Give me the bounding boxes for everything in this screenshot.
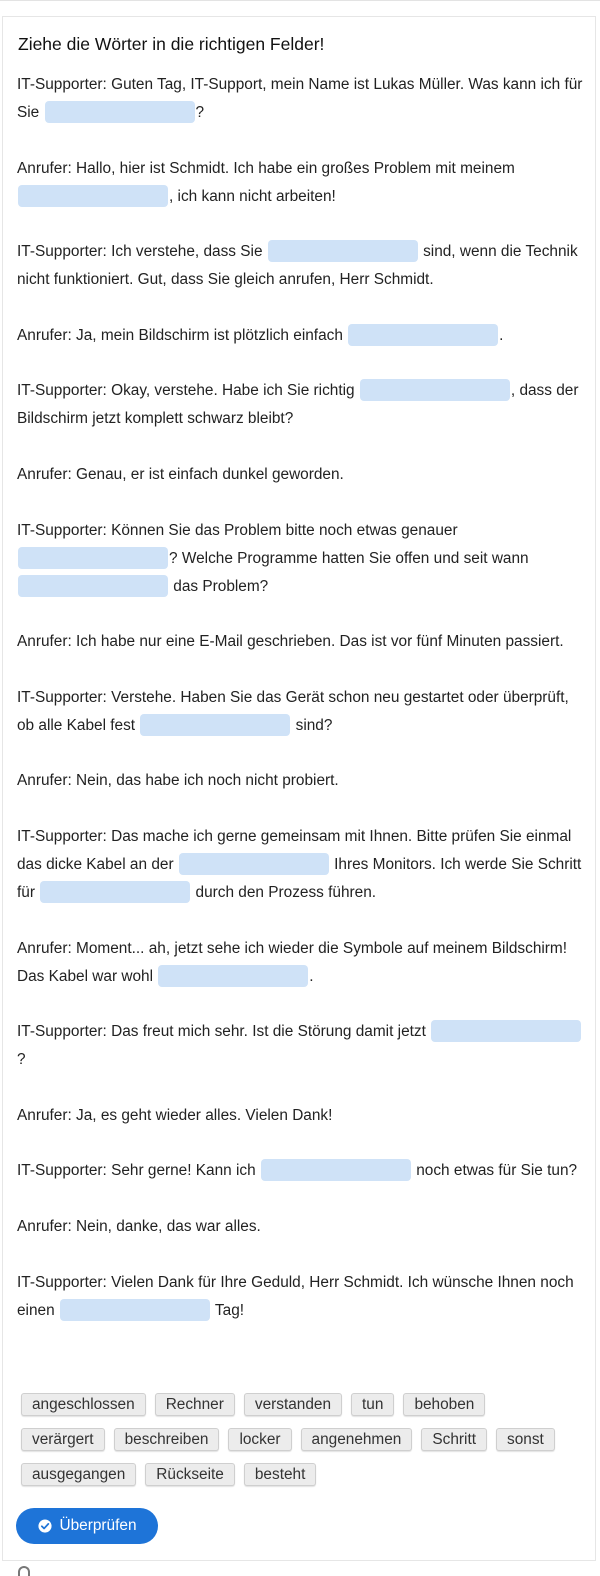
word-bank-row bbox=[21, 1393, 581, 1416]
dialogue-text-segment: IT-Supporter: Das mache ich gerne gemeinsam mit Ihnen. Bitte prüfen Sie einmal das dicke Kabel an der bbox=[17, 827, 572, 873]
dialogue-text-segment: IT-Supporter: Ich verstehe, dass Sie bbox=[17, 243, 267, 261]
dialogue-text-segment: IT-Supporter: Verstehe. Haben Sie das Gerät schon neu gestartet oder überprüft, ob alle Kabel fest bbox=[17, 688, 569, 734]
dialogue-text-segment: Anrufer: Ja, es geht wieder alles. Vielen Dank! bbox=[17, 1106, 333, 1124]
dialogue-paragraph bbox=[17, 628, 585, 656]
dialogue-text-segment: Anrufer: Hallo, hier ist Schmidt. Ich habe ein großes Problem mit meinem bbox=[17, 159, 515, 177]
exercise-title: Ziehe die Wörter in die richtigen Felder! bbox=[18, 34, 325, 54]
dialogue-paragraph bbox=[17, 684, 585, 740]
drop-target-gap[interactable] bbox=[261, 1159, 411, 1181]
dialogue-paragraph bbox=[17, 461, 585, 489]
draggable-word-chip[interactable]: tun bbox=[351, 1393, 394, 1416]
dialogue-text-segment: , ich kann nicht arbeiten! bbox=[169, 187, 336, 205]
drop-target-gap[interactable] bbox=[18, 547, 168, 569]
dialogue-text-segment: IT-Supporter: Das freut mich sehr. Ist die Störung damit jetzt bbox=[17, 1023, 431, 1041]
top-divider bbox=[0, 0, 600, 1]
dialogue-text-segment: Anrufer: Ja, mein Bildschirm ist plötzlich einfach bbox=[17, 326, 348, 344]
draggable-word-chip[interactable]: verstanden bbox=[244, 1393, 342, 1416]
word-bank bbox=[21, 1393, 581, 1498]
drop-target-gap[interactable] bbox=[18, 575, 168, 597]
partial-icon bbox=[18, 1566, 30, 1576]
dialogue-text-segment: Tag! bbox=[210, 1301, 245, 1319]
check-circle-icon bbox=[38, 1519, 52, 1533]
dialogue-text-segment: Anrufer: Nein, das habe ich noch nicht probiert. bbox=[17, 772, 339, 790]
dialogue-paragraph bbox=[17, 935, 585, 991]
dialogue-text-segment: das Problem? bbox=[169, 577, 269, 595]
dialogue-text-segment: noch etwas für Sie tun? bbox=[411, 1162, 578, 1180]
drop-target-gap[interactable] bbox=[179, 853, 329, 875]
dialogue-paragraph bbox=[17, 1213, 585, 1241]
draggable-word-chip[interactable]: angenehmen bbox=[301, 1428, 413, 1451]
dialogue-text-segment: Anrufer: Ich habe nur eine E-Mail geschrieben. Das ist vor fünf Minuten passiert. bbox=[17, 633, 564, 651]
dialogue-text-segment: Anrufer: Moment... ah, jetzt sehe ich wieder die Symbole auf meinem Bildschirm! Das Kabel war wohl bbox=[17, 939, 568, 985]
dialogue-paragraph bbox=[17, 767, 585, 795]
dialogue-text-segment: , dass der Bildschirm jetzt komplett schwarz bleibt? bbox=[17, 382, 579, 428]
draggable-word-chip[interactable]: Schritt bbox=[421, 1428, 487, 1451]
dialogue-paragraph bbox=[17, 377, 585, 433]
draggable-word-chip[interactable]: besteht bbox=[244, 1463, 317, 1486]
dialogue-paragraph bbox=[17, 322, 585, 350]
draggable-word-chip[interactable]: angeschlossen bbox=[21, 1393, 146, 1416]
dialogue-text-segment: IT-Supporter: Können Sie das Problem bitte noch etwas genauer bbox=[17, 521, 458, 539]
drop-target-gap[interactable] bbox=[348, 324, 498, 346]
drop-target-gap[interactable] bbox=[268, 240, 418, 262]
dialogue-text-segment: ? Welche Programme hatten Sie offen und seit wann bbox=[169, 549, 529, 567]
dialogue-text-segment: ? bbox=[17, 1051, 26, 1069]
drop-target-gap[interactable] bbox=[158, 965, 308, 987]
dialogue-paragraph bbox=[17, 823, 585, 907]
drop-target-gap[interactable] bbox=[431, 1020, 581, 1042]
word-bank-row bbox=[21, 1428, 581, 1451]
dialogue-paragraph bbox=[17, 238, 585, 294]
dialogue-paragraph bbox=[17, 1102, 585, 1130]
dialogue-text-segment: . bbox=[499, 326, 504, 344]
dialogue-text-segment: Anrufer: Nein, danke, das war alles. bbox=[17, 1217, 261, 1235]
draggable-word-chip[interactable]: sonst bbox=[496, 1428, 555, 1451]
check-button[interactable] bbox=[16, 1508, 158, 1544]
drop-target-gap[interactable] bbox=[60, 1299, 210, 1321]
dialogue-paragraph bbox=[17, 155, 585, 211]
dialogue-text-segment: IT-Supporter: Guten Tag, IT-Support, mein Name ist Lukas Müller. Was kann ich für Sie bbox=[17, 76, 583, 121]
dialogue-text-segment: . bbox=[309, 967, 314, 985]
dialogue-paragraph bbox=[17, 1018, 585, 1074]
check-button-label: Überprüfen bbox=[59, 1517, 137, 1534]
dialogue-paragraph bbox=[17, 1157, 585, 1185]
dialogue-text-segment: IT-Supporter: Vielen Dank für Ihre Geduld, Herr Schmidt. Ich wünsche Ihnen noch einen bbox=[17, 1273, 574, 1319]
dialogue-paragraph bbox=[17, 1269, 585, 1325]
dialogue-paragraph bbox=[17, 71, 585, 127]
draggable-word-chip[interactable]: Rückseite bbox=[145, 1463, 235, 1486]
drop-target-gap[interactable] bbox=[360, 379, 510, 401]
dialogue-text bbox=[17, 71, 585, 1352]
draggable-word-chip[interactable]: ausgegangen bbox=[21, 1463, 136, 1486]
draggable-word-chip[interactable]: locker bbox=[228, 1428, 291, 1451]
dialogue-text-segment: IT-Supporter: Sehr gerne! Kann ich bbox=[17, 1162, 260, 1180]
dialogue-text-segment: sind? bbox=[291, 716, 333, 734]
dialogue-text-segment: Ihres Monitors. Ich werde Sie Schritt für bbox=[17, 855, 582, 901]
dialogue-text-segment: IT-Supporter: Okay, verstehe. Habe ich Sie richtig bbox=[17, 382, 359, 400]
dialogue-text-segment: durch den Prozess führen. bbox=[191, 883, 377, 901]
dialogue-paragraph bbox=[17, 517, 585, 601]
dialogue-text-segment: sind, wenn die Technik nicht funktioniert. Gut, dass Sie gleich anrufen, Herr Schmidt. bbox=[17, 243, 578, 289]
drop-target-gap[interactable] bbox=[18, 185, 168, 207]
draggable-word-chip[interactable]: beschreiben bbox=[114, 1428, 220, 1451]
dialogue-text-segment: ? bbox=[195, 104, 205, 121]
draggable-word-chip[interactable]: Rechner bbox=[155, 1393, 235, 1416]
word-bank-row bbox=[21, 1463, 581, 1486]
draggable-word-chip[interactable]: verärgert bbox=[21, 1428, 105, 1451]
dialogue-text-segment: Anrufer: Genau, er ist einfach dunkel geworden. bbox=[17, 465, 344, 483]
drop-target-gap[interactable] bbox=[140, 714, 290, 736]
drop-target-gap[interactable] bbox=[40, 881, 190, 903]
draggable-word-chip[interactable]: behoben bbox=[403, 1393, 485, 1416]
drop-target-gap[interactable] bbox=[45, 101, 195, 123]
